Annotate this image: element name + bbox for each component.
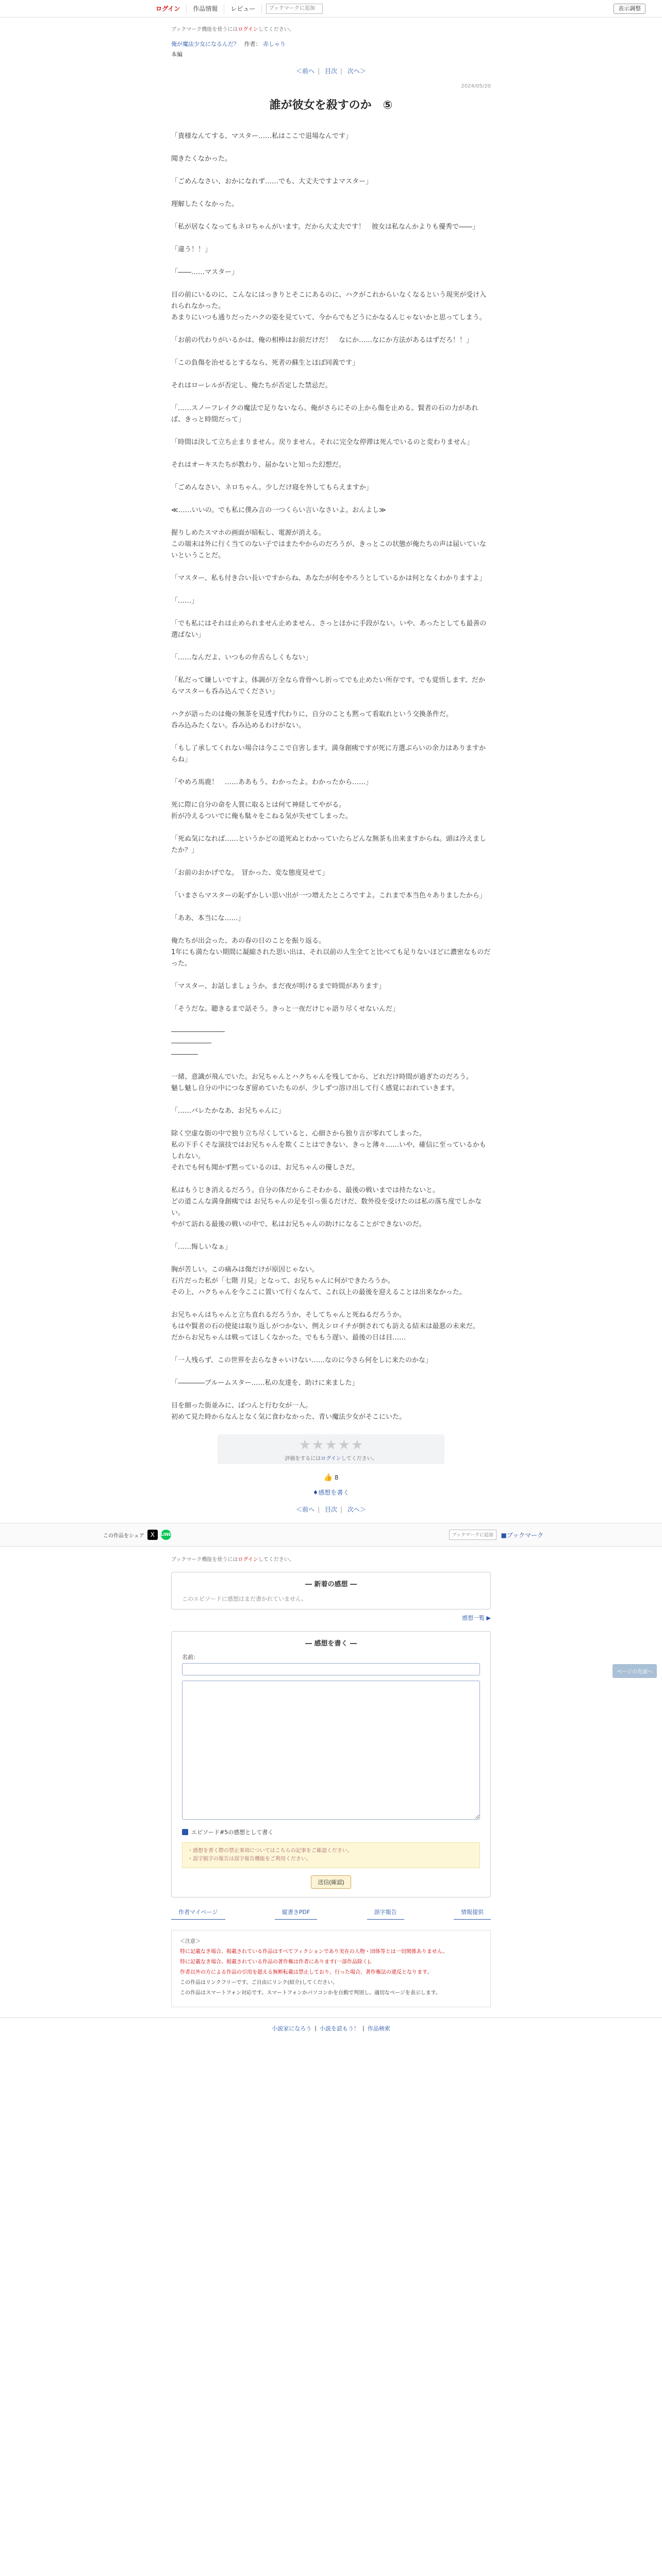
- bookmark-note-suffix: してください。: [258, 1557, 294, 1563]
- rating-note-suffix: してください。: [341, 1456, 377, 1462]
- novel-paragraph: 「私だって嫌しいですよ。体調が万全なら背骨へし折ってでも止めたい所存です。でも覚悟します、だからマスターも呑み込んでください」: [171, 676, 485, 696]
- novel-paragraph: 「マスター、お話しましょうか。まだ夜が明けるまで時間があります」: [171, 982, 386, 990]
- next-link[interactable]: 次へ＞: [347, 67, 366, 75]
- prev-link[interactable]: ＜前へ: [296, 67, 315, 75]
- name-label: 名前：: [182, 1654, 199, 1660]
- toc-link[interactable]: 目次: [324, 1506, 337, 1513]
- bookmark-note-prefix: ブックマーク機能を使うには: [171, 1557, 238, 1563]
- novel-paragraph: 「お前の代わりがいるかは、俺の相棒はお前だけだ！ なにか……なにか方法があるはずだろ！！」: [171, 336, 473, 344]
- novel-paragraph: 「貴様なんてする、マスター……私はここで退場なんです」: [171, 132, 353, 140]
- recent-comments-title: ― 新着の感想 ―: [305, 1581, 357, 1588]
- rating-login-link[interactable]: ログイン: [321, 1456, 341, 1462]
- bookmark-login-link[interactable]: ログイン: [238, 27, 258, 32]
- novel-paragraph: 胸が苦しい。この痛みは傷だけが原因じゃない。 石片だった私が「七階 月見」となって、お兄ちゃんに何ができたろうか。 その上、ハクちゃんを今ここに置いて行くなんて、これ以上の最後を迎えることは出来なかった。: [171, 1266, 466, 1296]
- author-mypage-link[interactable]: 作者マイページ: [171, 1908, 225, 1920]
- recent-comments-title-text: 新着の感想: [314, 1581, 348, 1588]
- lower-container: [171, 1555, 491, 2007]
- footer-links: [171, 1908, 491, 1920]
- novel-paragraph: 除く空虚な街の中で独り立ち尽くしていると、心細さから独り言が零れてしまった。 私の下手くそな演技ではお兄ちゃんを欺くことはできない、きっと薄々……いや、確信に至っているかもしれない。 それでも何も聞かず黙っているのは、お兄ちゃんの優しさだ。: [171, 1130, 486, 1172]
- write-comment-title-text: 感想を書く: [314, 1640, 348, 1648]
- vertical-pdf-link[interactable]: 縦書きPDF: [275, 1908, 317, 1920]
- rating-login-note: [218, 1454, 444, 1462]
- bookmark-label: ブックマーク: [506, 1531, 543, 1539]
- novel-paragraph: 握りしめたスマホの画面が暗転し、電源が消える。 この端末は外に行く当てのない子ではまたやからのだろうが、きっとこの状態が俺たちの声は届いていないということだ。: [171, 529, 487, 560]
- novel-paragraph: 「でも私にはそれは止められません止めません、さっとほかに手段がない。いや、あったとしても最善の選ばない」: [171, 620, 487, 639]
- novel-paragraph: 一緒、意識が飛んでいた。お兄ちゃんとハクちゃんを残してから、どれだけ時間が過ぎたのだろう。 魅し魅し自分の中につなぎ留めていたものが、少しずつ溶け出して行く感覚におれていきます。: [171, 1073, 473, 1092]
- publish-date: 2024/05/20: [461, 83, 491, 89]
- nav-review[interactable]: レビュー: [224, 4, 262, 13]
- novel-paragraph: 「ごめんなさい、おかになれず……でも、大丈夫ですよマスター」: [171, 178, 373, 185]
- star-icon[interactable]: ★: [299, 1437, 311, 1453]
- novel-paragraph: 「……スノーフレイクの魔法で足りないなら、俺がさらにその上から傷を止める。賢者の石の力があれば、きっと時間だって」: [171, 404, 478, 423]
- novel-paragraph: 「マスター、私も付き合い長いですからね、あなたが何をやろうとしているかは何となくわかりますよ」: [171, 574, 486, 582]
- novel-paragraph: それはオーキスたちが教わり、届かないと知った幻想だ。: [171, 461, 345, 469]
- notes-box: [171, 1930, 491, 2007]
- name-input[interactable]: [182, 1663, 480, 1675]
- series-info: [171, 40, 491, 48]
- write-comment-panel: [171, 1631, 491, 1897]
- star-icon[interactable]: ★: [338, 1437, 350, 1453]
- next-link[interactable]: 次へ＞: [347, 1506, 366, 1513]
- bookmark-login-note: [171, 25, 491, 32]
- novel-paragraph: 「この負傷を治せるとするなら、死者の蘇生とほぼ同義です」: [171, 359, 359, 367]
- star-icon[interactable]: ★: [325, 1437, 337, 1453]
- bookmark-note-suffix: してください。: [258, 27, 294, 32]
- share-label: この作品をシェア: [103, 1533, 144, 1539]
- bottom-bar: 小説家になろう | 小説を読もう！ | 作品検索: [0, 2018, 662, 2038]
- novel-paragraph: 目の前にいるのに、こんなにはっきりとそこにあるのに、ハクがこれからいなくなるという現実が受け入れられなかった。 あまりにいつも通りだったハクの姿を見ていて、今からでもどうにかなるんじゃないかと思ってしまう。: [171, 291, 487, 321]
- star-icon[interactable]: ★: [351, 1437, 363, 1453]
- rating-box: [218, 1434, 444, 1464]
- like-button[interactable]: [320, 1472, 343, 1483]
- note-line: この作品はスマートフォン対応です。スマートフォンかパソコンかを自動で判別し、適切なページを表示します。: [180, 1990, 441, 1996]
- star-icon[interactable]: ★: [312, 1437, 324, 1453]
- no-comments-text: このエピソードに感想はまだ書かれていません。: [182, 1596, 307, 1602]
- toc-link[interactable]: 目次: [324, 67, 337, 75]
- novel-paragraph: ハクが語ったのは俺の無茶を見透す代わりに、自分のことも黙って看取れという交換条件だ。 呑み込みたくない。呑み込めるわけがない。: [171, 710, 453, 730]
- main-container: [171, 25, 491, 1514]
- novel-paragraph: 「ああ、本当にな……」: [171, 914, 245, 922]
- novel-paragraph: 「私が居なくなってもネロちゃんがいます。だから大丈夫です！ 彼女は私なんかよりも優秀で――」: [171, 223, 479, 231]
- info-provide-link[interactable]: 情報提供: [454, 1908, 491, 1920]
- note-red-line: 作者以外の方による作品の引用を超える無断転載は禁止しており、行った場合、著作権法の違反となります。: [180, 1970, 433, 1975]
- share-bar: [0, 1523, 662, 1547]
- novel-paragraph: 「やめろ馬鹿！ ……ああもう、わかったよ。わかったから……」: [171, 778, 373, 786]
- notes-head: ＜注意＞: [180, 1939, 201, 1944]
- novel-paragraph: 「時間は決して立ち止まりません。戻りません。それに完全な停滞は死んでいるのと変わりません」: [171, 438, 474, 446]
- novel-paragraph: 「ごめんなさい、ネロちゃん。少しだけ寝を外してもらえますか」: [171, 484, 373, 492]
- episode-checkbox-row[interactable]: [182, 1828, 480, 1836]
- comment-warning-box: [182, 1842, 480, 1868]
- bookmark-button[interactable]: ■ブックマーク: [501, 1531, 543, 1539]
- novel-paragraph: 聞きたくなかった。: [171, 155, 232, 163]
- note-red-line: 特に記載なき場合、掲載されている作品の著作権は作者にあります(一部作品除く)。: [180, 1959, 375, 1965]
- checkbox-label: エピソード#5の感想として書く: [191, 1829, 274, 1836]
- bookmark-login-link[interactable]: ログイン: [238, 1557, 258, 1563]
- novel-paragraph: 「もし了承してくれない場合は今ここで自害します。満身創痍ですが死に方選ぶらいの余力はありますからね」: [171, 744, 486, 764]
- novel-paragraph: 「死ぬ気になれば……というかどの道死ぬとわかっていたらどんな無茶も出来ますからね。頭は冷えましたか？」: [171, 835, 487, 854]
- checkbox[interactable]: [182, 1829, 188, 1835]
- typo-report-link[interactable]: 誤字報告: [367, 1908, 404, 1920]
- comment-textarea[interactable]: [182, 1681, 480, 1820]
- warning-line: ・感想を書く際の禁止事項についてはこちらの記事をご確認ください。: [188, 1848, 353, 1854]
- like-row: [171, 1472, 491, 1483]
- bookmark-input[interactable]: [266, 4, 323, 14]
- write-comment-title: ― 感想を書く ―: [305, 1640, 357, 1648]
- novel-paragraph: 「……悔しいなぁ」: [171, 1243, 232, 1251]
- submit-button[interactable]: 送信(確認): [311, 1875, 351, 1889]
- novel-paragraph: 「一人残らず、この世界を去らなきゃいけない……なのに今さら何をしに来たのかな」: [171, 1357, 432, 1364]
- novel-paragraph: 「――……マスター」: [171, 268, 239, 276]
- like-count: 8: [334, 1474, 339, 1481]
- episode-title: 誰が彼女を殺すのか ⑤: [269, 99, 393, 112]
- rating-note-prefix: 評価をするには: [285, 1456, 321, 1462]
- novel-paragraph: ―――――――― ―――――― ――――: [171, 1028, 225, 1058]
- read-link[interactable]: 小説を読もう！: [320, 2025, 359, 2032]
- novel-paragraph: 「お前のおかげでな。 冒かった、変な態度見せて」: [171, 869, 329, 877]
- author-link[interactable]: 赤しゃり: [263, 41, 286, 47]
- novel-paragraph: お兄ちゃんはちゃんと立ち直れるだろうか、そしてちゃんと死ねるだろうか。 もはや賢者の石の使徒は取り返しがつかない、例えシロイチが倒されても訪える結末は最悪の未来だ。 だからお兄ちゃんは戦ってほしくなかった。でももう遅い、最後の日は目……: [171, 1311, 479, 1342]
- nav-work-info[interactable]: 作品情報: [187, 4, 224, 13]
- bookmark-input-bottom[interactable]: [449, 1530, 496, 1540]
- novel-paragraph: ≪……いいの。でも私に僕み言の一つくらい言いなさいよ。おんよし≫: [171, 506, 386, 514]
- bookmark-note-prefix: ブックマーク機能を使うには: [171, 27, 238, 32]
- note-line: この作品はリンクフリーです。ご自由にリンク(紹介)してください。: [180, 1980, 338, 1986]
- top-bar: [0, 0, 662, 18]
- novel-paragraph: 「いまさらマスターの恥ずかしい思い出が一つ増えたところですよ。これまで本当色々ありましたから」: [171, 892, 486, 900]
- login-link[interactable]: ログイン: [150, 4, 187, 13]
- novel-paragraph: 「……なんだよ、いつもの弁舌らしくもない」: [171, 654, 312, 662]
- novel-paragraph: 「そうだな。聴きるまで話そう。きっと一夜だけじゃ語り尽くせないんだ」: [171, 1005, 400, 1013]
- novel-paragraph: 「……」: [171, 597, 198, 605]
- pager-top: ＜前へ | 目次 | 次へ＞: [296, 67, 366, 75]
- warning-line: ・誤字脱字の報告は誤字報告機能をご利用ください。: [188, 1856, 311, 1862]
- display-settings-button[interactable]: 表示調整: [614, 4, 646, 14]
- novel-paragraph: 「……バレたかなあ、お兄ちゃんに」: [171, 1107, 285, 1115]
- pager-bottom: ＜前へ | 目次 | 次へ＞: [296, 1506, 366, 1513]
- rating-stars: [218, 1437, 444, 1453]
- recent-comments-panel: [171, 1572, 491, 1609]
- note-red-line: 特に記載なき場合、掲載されている作品はすべてフィクションであり実在の人物・団体等とは一切関係ありません。: [180, 1949, 448, 1955]
- comments-list-link[interactable]: 感想一覧 ▶: [462, 1615, 491, 1621]
- bookmark-login-note-bottom: [171, 1555, 491, 1563]
- novel-paragraph: 私はもうじき消えるだろう。自分の体だからこそわかる、最後の戦いまでは持たないと。 どの道こんな満身創痍では お兄ちゃんの足を引っ張るだけだ、数外役を受けたのは私の落ち度でしかない。 やがて訪れる最後の戦いの中で、私はお兄ちゃんの助けになることができないのだ。: [171, 1187, 482, 1228]
- line-share-icon[interactable]: LINE: [161, 1530, 171, 1540]
- site-home-link[interactable]: 小説家になろう: [272, 2025, 312, 2032]
- scroll-top-button[interactable]: ページの先頭へ: [613, 1664, 657, 1678]
- series-title-link[interactable]: 俺が魔法少女になるんだ？: [171, 41, 239, 47]
- chapter-label: 本編: [171, 51, 183, 58]
- search-link[interactable]: 作品検索: [367, 2025, 390, 2032]
- novel-paragraph: 「違う！！」: [171, 246, 212, 253]
- novel-paragraph: それはローレルが否定し、俺たちが否定した禁忌だ。: [171, 382, 332, 389]
- prev-link[interactable]: ＜前へ: [296, 1506, 315, 1513]
- novel-paragraph: 目を細った街並みに、ぽつんと行む女が一人。 初めて見た時からなんとなく気に食わなかった、青い魔法少女がそこにいた。: [171, 1402, 406, 1421]
- novel-paragraph: 死に際に自分の命を人質に取るとは何て神経してやがる。 折が冷えるついでに俺も駄々をこねる気が失せてしまった。: [171, 801, 352, 820]
- author-label: 作者：: [244, 41, 261, 47]
- x-share-icon[interactable]: X: [147, 1530, 158, 1540]
- novel-paragraph: 理解したくなかった。: [171, 200, 239, 208]
- novel-paragraph: 「――――ブルームスター……私の友達を、助けに来ました」: [171, 1379, 359, 1387]
- novel-paragraph: 俺たちが出会った、あの春の日のことを振り返る。 1年にも満たない期間に凝縮された思い出は、それ以前の人生全てと比べても足りないほどに濃密なものだった。: [171, 937, 491, 968]
- thumbs-up-icon: 👍: [323, 1473, 333, 1482]
- write-comment-link[interactable]: ♦感想を書く: [312, 1489, 350, 1496]
- novel-body: [171, 131, 491, 1423]
